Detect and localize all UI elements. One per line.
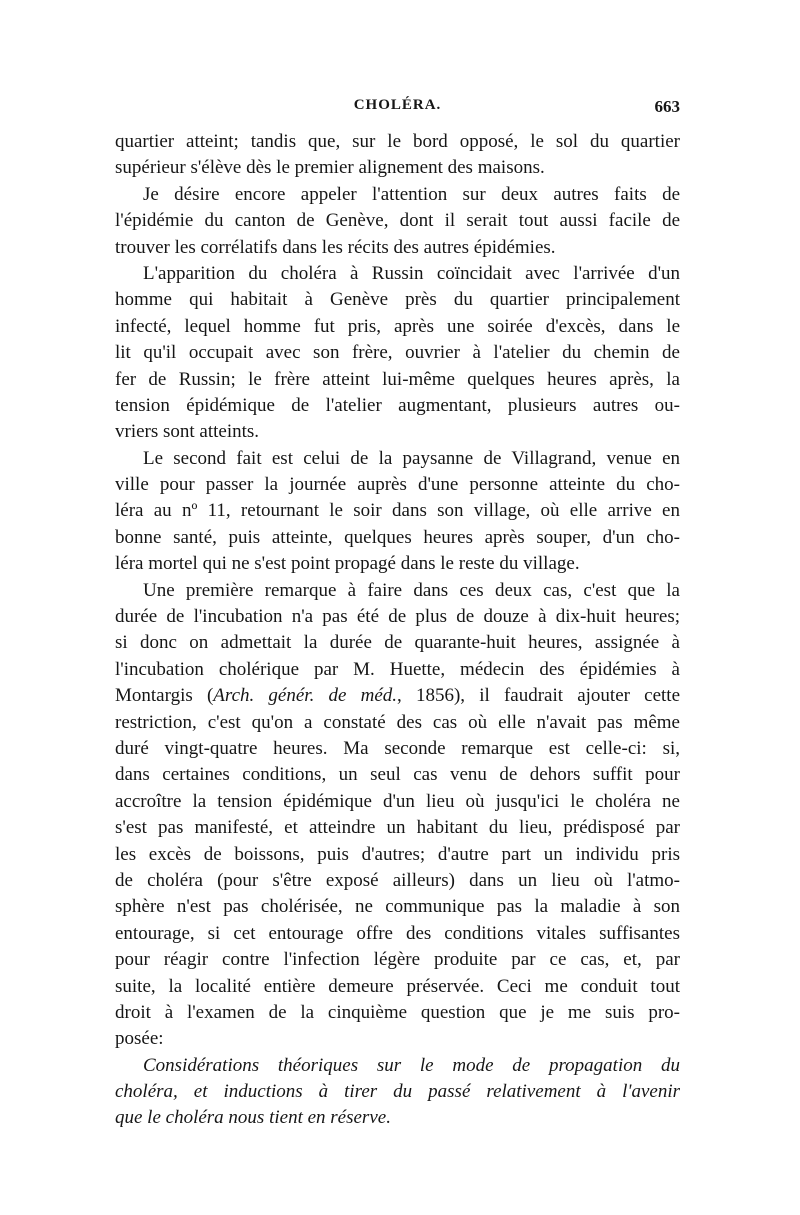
text-line: pour réagir contre l'infection légère produite par ce cas, et, par [115, 949, 680, 971]
text-fragment: , 1856), il faudrait ajouter cette [397, 685, 680, 707]
text-line: Je désire encore appeler l'attention sur deux autres faits de [143, 183, 680, 205]
italic-heading-line: choléra, et inductions à tirer du passé relativement à l'avenir [115, 1081, 680, 1103]
text-line: vriers sont atteints. [115, 421, 260, 443]
text-line: l'épidémie du canton de Genève, dont il serait tout aussi facile de [115, 210, 680, 232]
text-line: quartier atteint; tandis que, sur le bord opposé, le sol du quartier [115, 131, 680, 152]
text-line: de choléra (pour s'être exposé ailleurs) dans un lieu où l'atmo- [115, 869, 680, 891]
italic-heading-line: Considérations théoriques sur le mode de propagation du [143, 1054, 680, 1076]
text-line: entourage, si cet entourage offre des conditions vitales suffisantes [115, 922, 680, 944]
text-line: tension épidémique de l'atelier augmentant, plusieurs autres ou- [115, 394, 680, 416]
text-line: posée: [115, 1028, 164, 1050]
page-number: 663 [654, 97, 680, 116]
text-line: accroître la tension épidémique d'un lieu où jusqu'ici le choléra ne [115, 790, 680, 812]
body-text [115, 129, 680, 1132]
text-line: l'incubation cholérique par M. Huette, médecin des épidémies à [115, 658, 680, 680]
text-line: s'est pas manifesté, et atteindre un habitant du lieu, prédisposé par [115, 817, 680, 839]
journal-citation: Arch. génér. de méd. [213, 685, 398, 707]
text-line: duré vingt-quatre heures. Ma seconde remarque est celle-ci: si, [115, 737, 680, 759]
text-line: si donc on admettait la durée de quarante-huit heures, assignée à [115, 632, 680, 654]
text-line: L'apparition du choléra à Russin coïncidait avec l'arrivée d'un [143, 262, 680, 284]
text-line: trouver les corrélatifs dans les récits des autres épidémies. [115, 236, 556, 258]
text-line: lit qu'il occupait avec son frère, ouvrier à l'atelier du chemin de [115, 342, 680, 364]
text-fragment: Montargis ( [115, 685, 214, 707]
text-line: les excès de boissons, puis d'autres; d'autre part un individu pris [115, 843, 680, 865]
text-line: sphère n'est pas cholérisée, ne communique pas la maladie à son [115, 896, 680, 918]
text-line: fer de Russin; le frère atteint lui-même quelques heures après, la [115, 368, 680, 390]
text-line: droit à l'examen de la cinquième question que je me suis pro- [115, 1001, 680, 1023]
text-line: suite, la localité entière demeure préservée. Ceci me conduit tout [115, 975, 680, 997]
text-line: bonne santé, puis atteinte, quelques heures après souper, d'un cho- [115, 526, 680, 548]
text-line: infecté, lequel homme fut pris, après une soirée d'excès, dans le [115, 315, 680, 337]
text-line: durée de l'incubation n'a pas été de plus de douze à dix-huit heures; [115, 606, 680, 628]
running-title: CHOLÉRA. [353, 97, 442, 113]
text-line: léra au nº 11, retournant le soir dans son village, où elle arrive en [115, 500, 680, 522]
text-line: dans certaines conditions, un seul cas venu de dehors suffit pour [115, 764, 680, 786]
italic-heading-line: que le choléra nous tient en réserve. [115, 1107, 391, 1129]
text-line: léra mortel qui ne s'est point propagé dans le reste du village. [115, 553, 580, 575]
page-header [115, 97, 680, 121]
text-line: Une première remarque à faire dans ces deux cas, c'est que la [143, 579, 680, 601]
text-line: ville pour passer la journée auprès d'une personne atteinte du cho- [115, 474, 680, 496]
text-line: restriction, c'est qu'on a constaté des cas où elle n'avait pas même [115, 711, 680, 733]
text-line: Le second fait est celui de la paysanne de Villagrand, venue en [143, 447, 680, 469]
text-line: homme qui habitait à Genève près du quartier principalement [115, 289, 680, 311]
text-line: supérieur s'élève dès le premier alignement des maisons. [115, 157, 545, 179]
text-line-with-citation [115, 683, 680, 709]
